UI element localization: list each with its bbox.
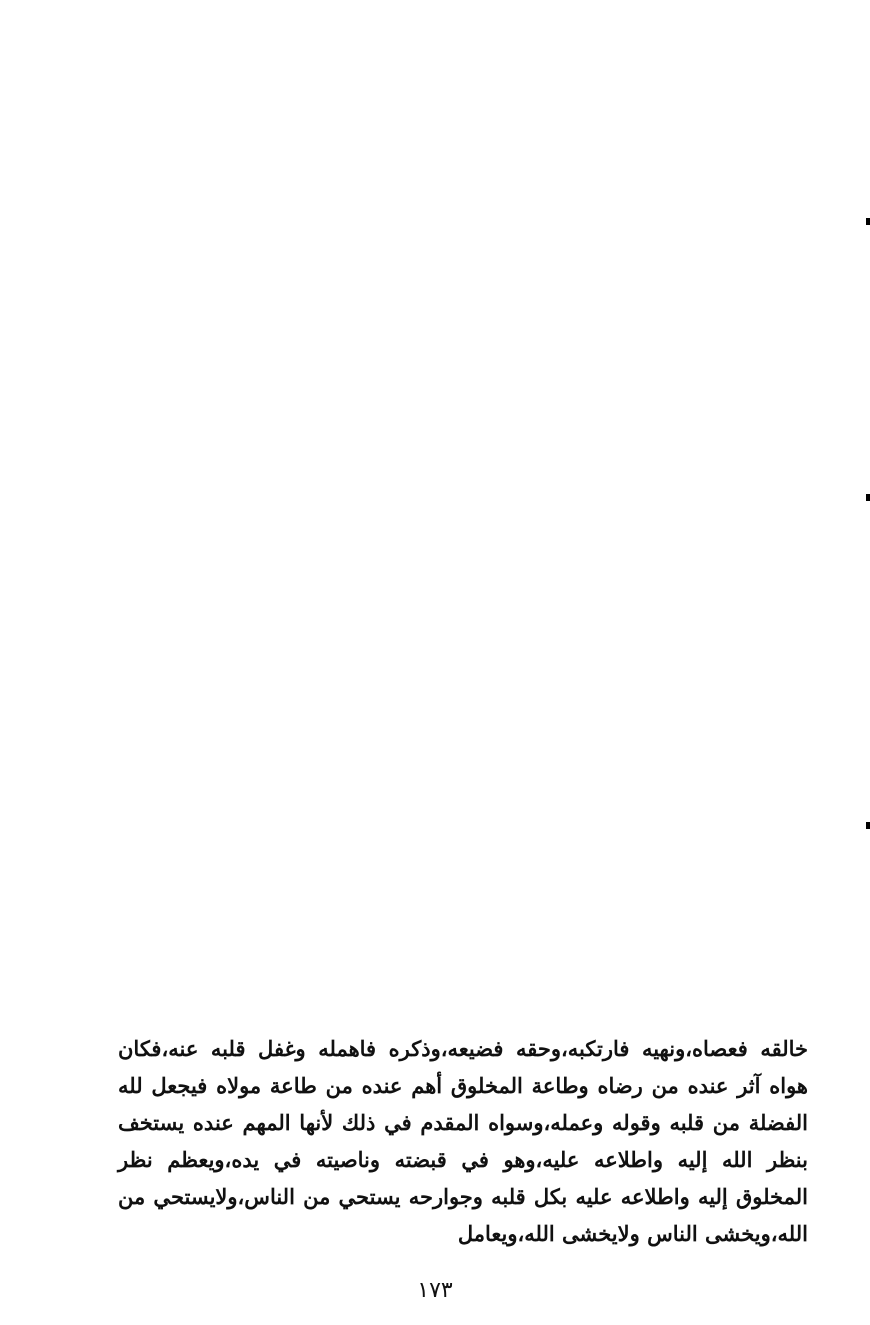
clear-arabic-text: خالقه فعصاه،ونهيه فارتكبه،وحقه فضيعه،وذكره فاهمله وغفل قلبه عنه،فكان هواه آثر عنده من رضاه وطاعة المخلوق أهم عنده من طاعة مولاه فيجعل لله الفضلة من قلبه وقوله وعمله،وسواه المقدم في ذلك لأنها المهم عنده يستخف بنظر الله إليه واطلاعه عليه،وهو في قبضته وناصيته في يده،ويعظم نظر المخلوق إليه واطلاعه عليه بكل قلبه وجوارحه يستحي من الناس،ولايستحي من الله،ويخشى الناس ولايخشى الله،ويعامل	[118, 1036, 808, 1246]
margin-mark-3	[866, 822, 870, 829]
margin-mark-1	[866, 218, 870, 225]
margin-mark-2	[866, 494, 870, 501]
page-number: ١٧٣	[417, 1278, 453, 1303]
faded-paragraph-1	[118, 88, 808, 778]
